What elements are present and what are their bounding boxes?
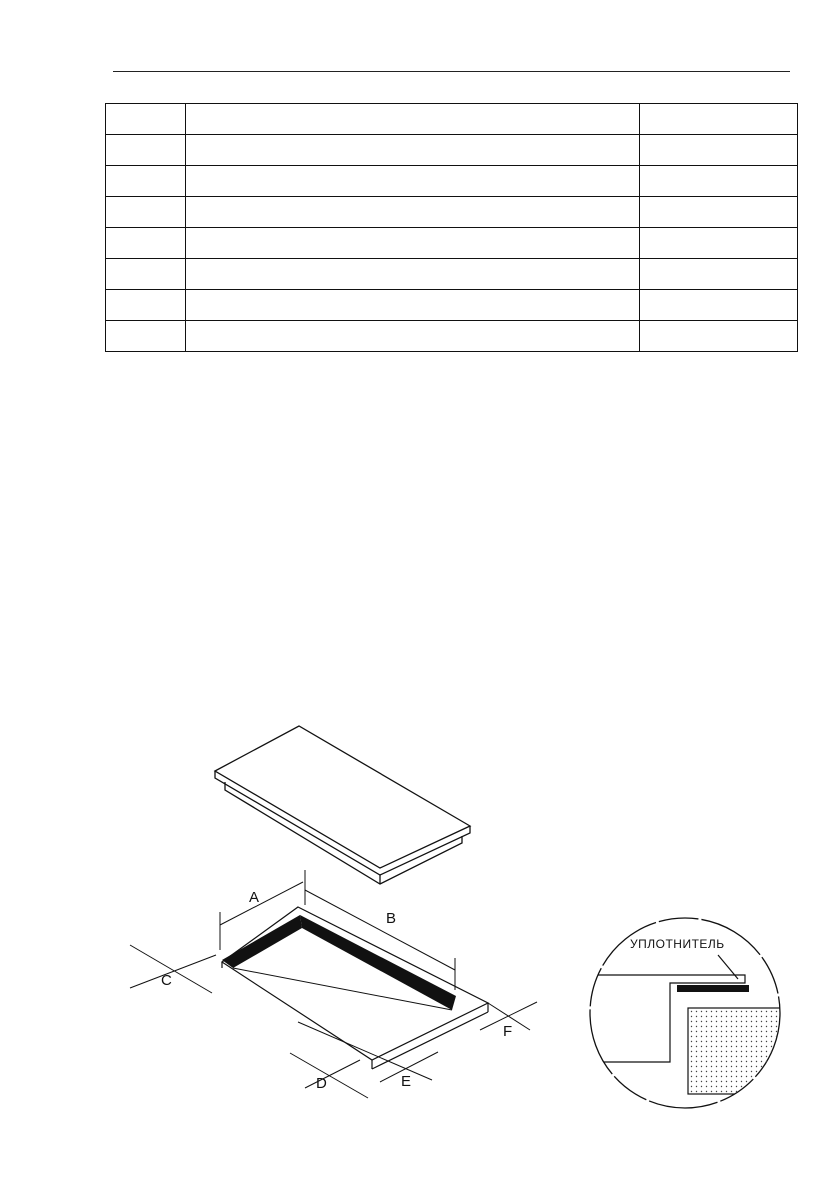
table-cell — [186, 321, 640, 352]
table-cell — [640, 135, 798, 166]
table-cell — [186, 166, 640, 197]
dimension-label-d: D — [316, 1075, 327, 1092]
table-cell — [186, 104, 640, 135]
table-row — [106, 166, 798, 197]
countertop-drawing — [222, 907, 488, 1069]
dimension-label-f: F — [503, 1023, 513, 1040]
table-cell — [106, 290, 186, 321]
installation-figure — [0, 700, 840, 1140]
spec-table — [105, 103, 798, 352]
table-cell — [640, 228, 798, 259]
table-cell — [640, 259, 798, 290]
table-cell — [640, 104, 798, 135]
table-cell — [186, 228, 640, 259]
dimension-label-c: C — [161, 972, 172, 989]
dimension-label-a: A — [249, 889, 260, 906]
table-row — [106, 104, 798, 135]
table-row — [106, 290, 798, 321]
table-cell — [106, 321, 186, 352]
table-cell — [186, 290, 640, 321]
table-row — [106, 135, 798, 166]
table-cell — [640, 321, 798, 352]
table-cell — [106, 259, 186, 290]
table-cell — [640, 290, 798, 321]
table-cell — [106, 166, 186, 197]
seal-detail-view — [588, 918, 798, 1110]
table-row — [106, 321, 798, 352]
table-row — [106, 197, 798, 228]
table-cell — [640, 197, 798, 228]
table-cell — [186, 197, 640, 228]
table-cell — [186, 259, 640, 290]
table-cell — [106, 135, 186, 166]
table-cell — [106, 228, 186, 259]
seal-label: УПЛОТНИТЕЛЬ — [630, 937, 725, 951]
table-row — [106, 259, 798, 290]
spec-table-body — [106, 104, 798, 352]
dimension-label-e: E — [401, 1073, 412, 1090]
table-cell — [640, 166, 798, 197]
table-row — [106, 228, 798, 259]
header-rule — [113, 71, 790, 72]
table-cell — [186, 135, 640, 166]
table-cell — [106, 197, 186, 228]
cooktop-drawing — [215, 726, 470, 884]
dimension-label-b: B — [386, 910, 397, 927]
table-cell — [106, 104, 186, 135]
